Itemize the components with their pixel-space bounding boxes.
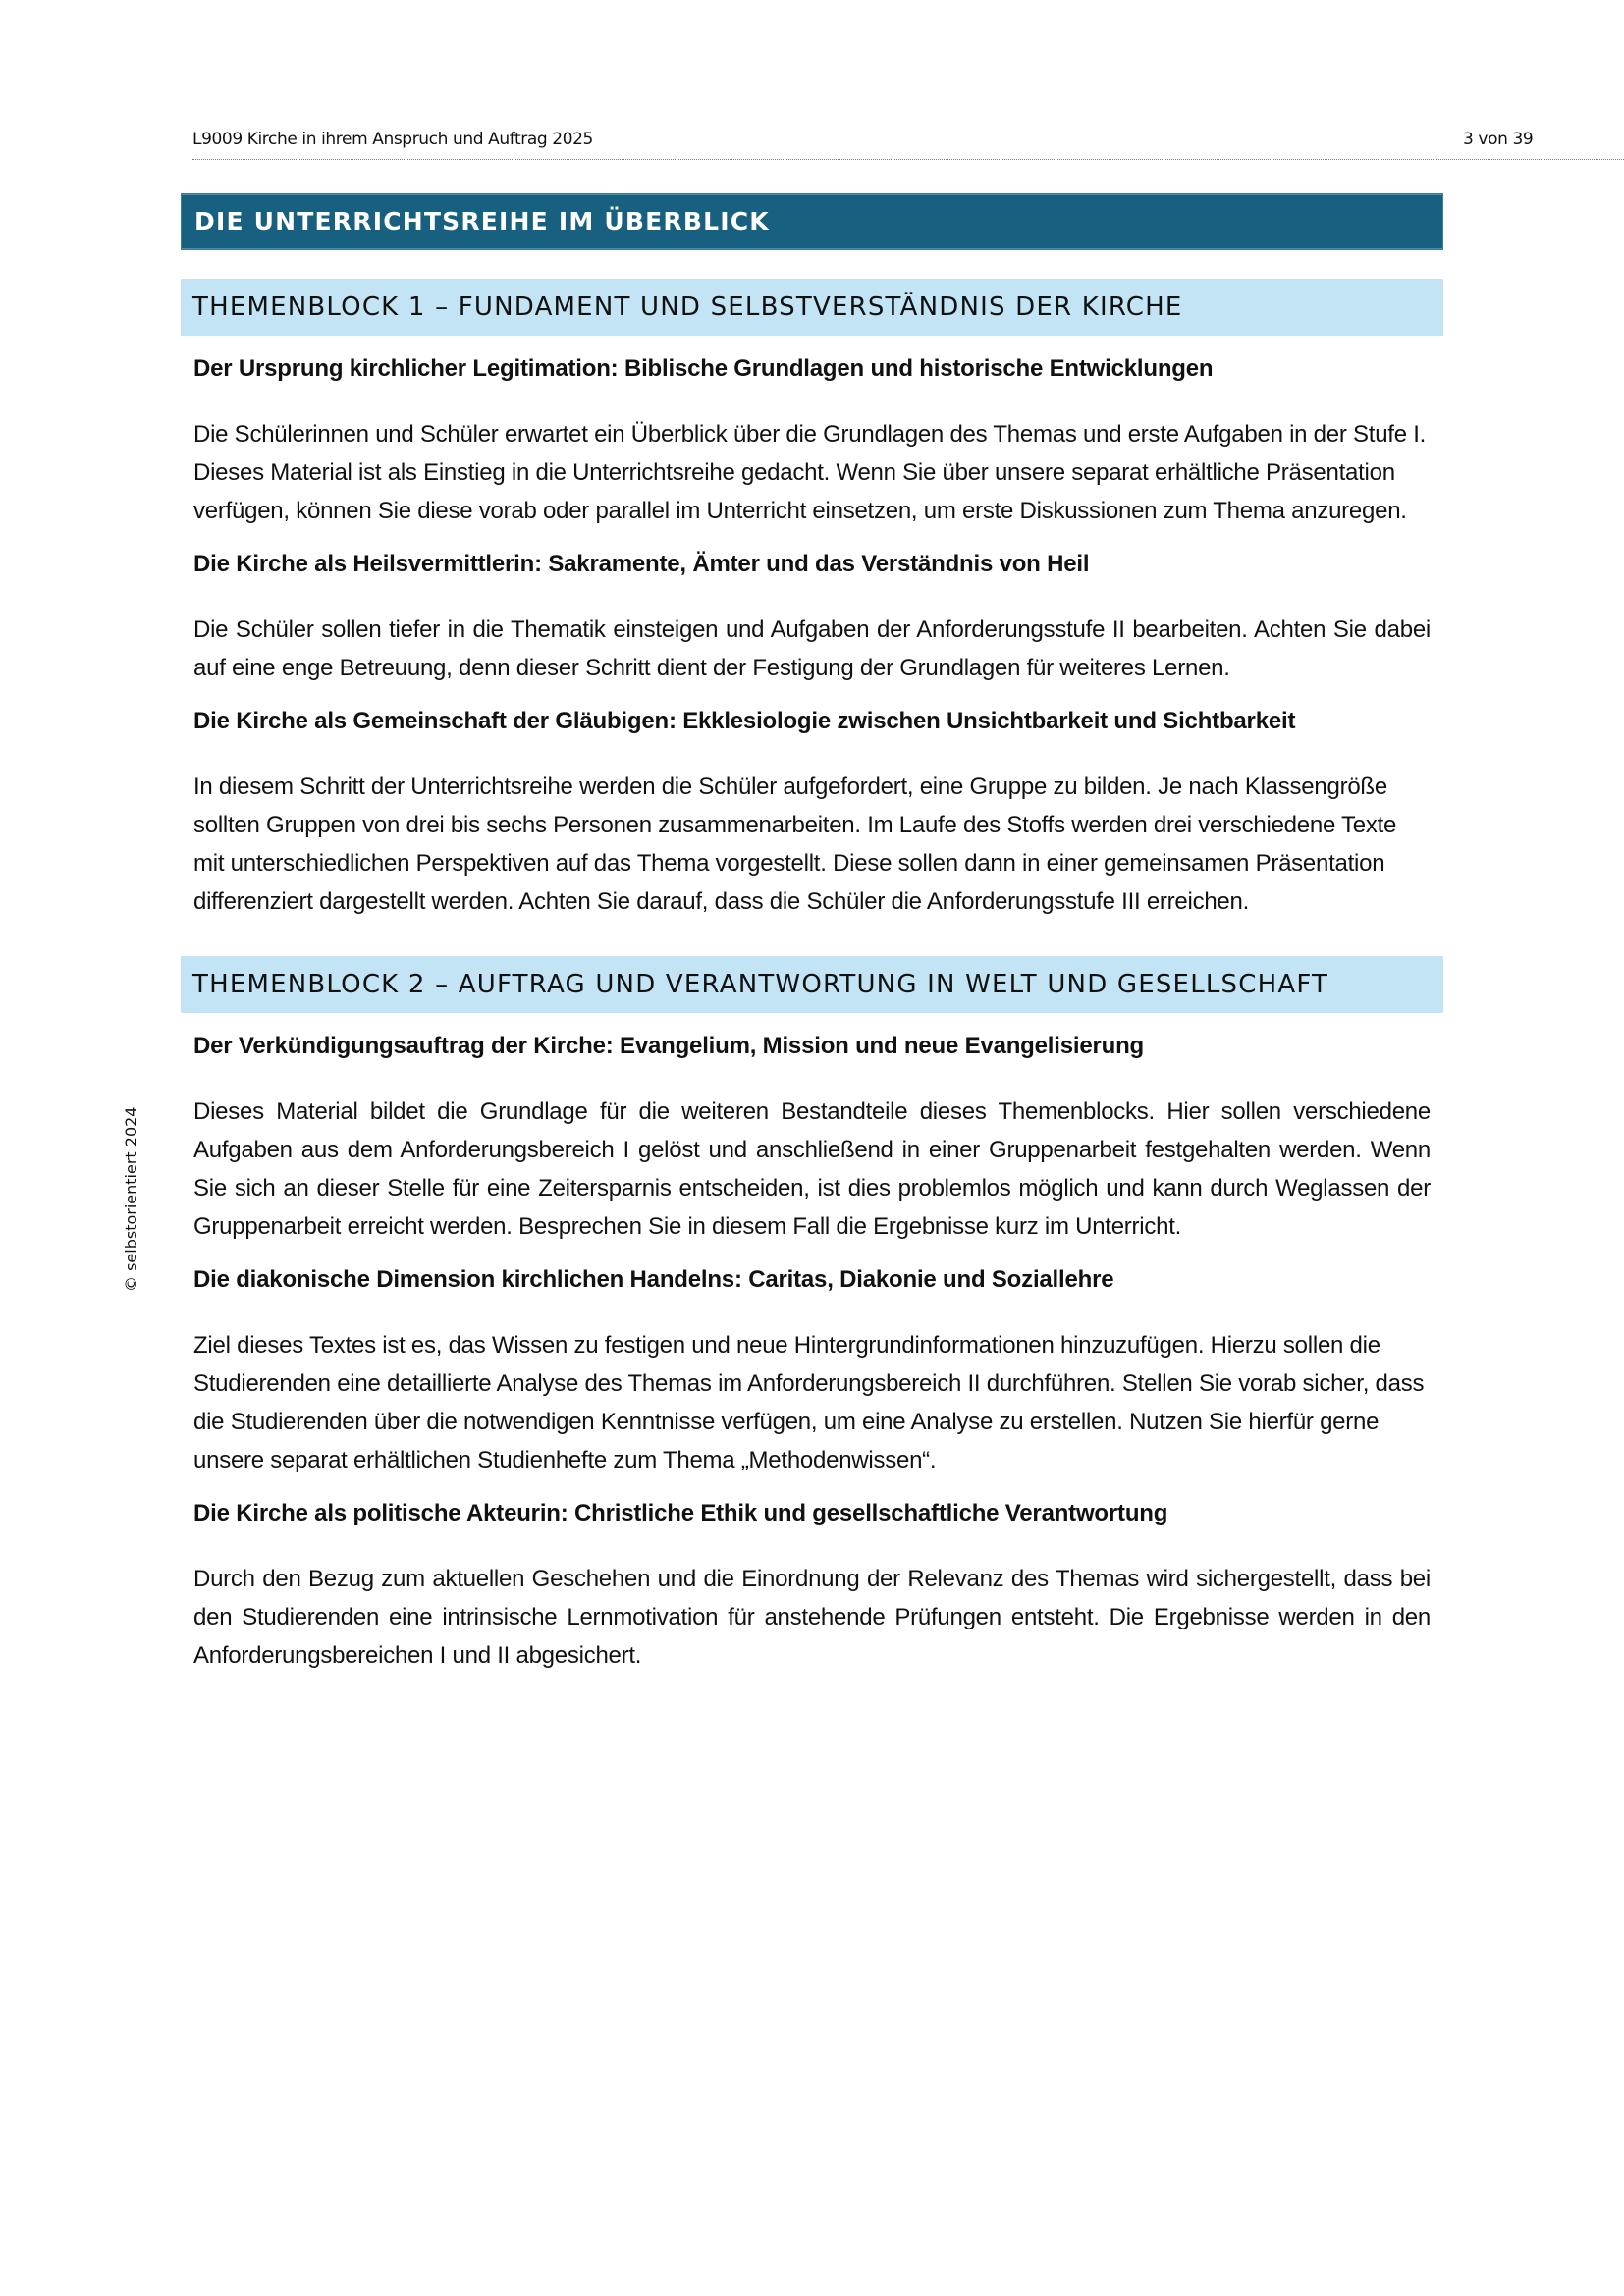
page-content bbox=[181, 193, 1443, 1675]
theme-block-title-1: THEMENBLOCK 1 – FUNDAMENT UND SELBSTVERSTÄNDNIS DER KIRCHE bbox=[181, 279, 1443, 336]
section-body: Die Schüler sollen tiefer in die Thematik einsteigen und Aufgaben der Anforderungsstufe II bearbeiten. Achten Sie dabei auf eine enge Betreuung, denn dieser Schritt dient der Festigung der Grundlagen für weiteres Lernen. bbox=[193, 616, 1431, 681]
section bbox=[181, 349, 1443, 530]
section-body: Ziel dieses Textes ist es, das Wissen zu festigen und neue Hintergrundinformationen hinzuzufügen. Hierzu sollen die Studierenden eine detaillierte Analyse des Themas im Anforderungsbereich II durchführen. Stellen Sie vorab sicher, dass die Studierenden über die notwendigen Kenntnisse verfügen, um eine Analyse zu erstellen. Nutzen Sie hierfür gerne unsere separat erhältlichen Studienhefte zum Thema „Methodenwissen“. bbox=[193, 1332, 1425, 1473]
copyright-notice: © selbstorientiert 2024 bbox=[122, 1106, 140, 1292]
page-indicator: 3 von 39 bbox=[1463, 130, 1534, 149]
section-heading: Der Verkündigungsauftrag der Kirche: Evangelium, Mission und neue Evangelisierung bbox=[193, 1033, 1144, 1059]
section bbox=[181, 1494, 1443, 1675]
section-heading: Die diakonische Dimension kirchlichen Handelns: Caritas, Diakonie und Soziallehre bbox=[193, 1266, 1114, 1293]
section bbox=[181, 545, 1443, 687]
section bbox=[181, 1027, 1443, 1246]
section-body: Die Schülerinnen und Schüler erwartet ein Überblick über die Grundlagen des Themas und erste Aufgaben in der Stufe I. Dieses Material ist als Einstieg in die Unterrichtsreihe gedacht. Wenn Sie über unsere separat erhältliche Präsentation verfügen, können Sie diese vorab oder parallel im Unterricht einsetzen, um erste Diskussionen zum Thema anzuregen. bbox=[193, 421, 1427, 524]
section-heading: Die Kirche als Heilsvermittlerin: Sakramente, Ämter und das Verständnis von Heil bbox=[193, 551, 1090, 577]
document-title: L9009 Kirche in ihrem Anspruch und Auftrag 2025 bbox=[192, 130, 593, 149]
section-body: Durch den Bezug zum aktuellen Geschehen und die Einordnung der Relevanz des Themas wird sichergestellt, dass bei den Studierenden eine intrinsische Lernmotivation für anstehende Prüfungen entsteht. Die Ergebnisse werden in den Anforderungsbereichen I und II abgesichert. bbox=[193, 1566, 1431, 1669]
section bbox=[181, 1260, 1443, 1479]
section-body: In diesem Schritt der Unterrichtsreihe werden die Schüler aufgefordert, eine Gruppe zu bilden. Je nach Klassengröße sollten Gruppen von drei bis sechs Personen zusammenarbeiten. Im Laufe des Stoffs werden drei verschiedene Texte mit unterschiedlichen Perspektiven auf das Thema vorgestellt. Diese sollen dann in einer gemeinsamen Präsentation differenziert dargestellt werden. Achten Sie darauf, dass die Schüler die Anforderungsstufe III erreichen. bbox=[193, 774, 1397, 915]
section-body: Dieses Material bildet die Grundlage für die weiteren Bestandteile dieses Themenblocks. Hier sollen verschiedene Aufgaben aus dem Anforderungsbereich I gelöst und anschließend in einer Gruppenarbeit festgehalten werden. Wenn Sie sich an dieser Stelle für eine Zeitersparnis entscheiden, ist dies problemlos möglich und kann durch Weglassen der Gruppenarbeit erreicht werden. Besprechen Sie in diesem Fall die Ergebnisse kurz im Unterricht. bbox=[193, 1098, 1431, 1240]
running-header bbox=[192, 130, 1624, 160]
theme-block-title-2: THEMENBLOCK 2 – AUFTRAG UND VERANTWORTUNG IN WELT UND GESELLSCHAFT bbox=[181, 956, 1443, 1013]
main-title: DIE UNTERRICHTSREIHE IM ÜBERBLICK bbox=[181, 193, 1443, 250]
section bbox=[181, 702, 1443, 921]
section-heading: Die Kirche als Gemeinschaft der Gläubigen: Ekklesiologie zwischen Unsichtbarkeit und Sichtbarkeit bbox=[193, 708, 1296, 734]
section-heading: Die Kirche als politische Akteurin: Christliche Ethik und gesellschaftliche Verantwortung bbox=[193, 1500, 1168, 1526]
section-heading: Der Ursprung kirchlicher Legitimation: Biblische Grundlagen und historische Entwicklungen bbox=[193, 355, 1214, 382]
